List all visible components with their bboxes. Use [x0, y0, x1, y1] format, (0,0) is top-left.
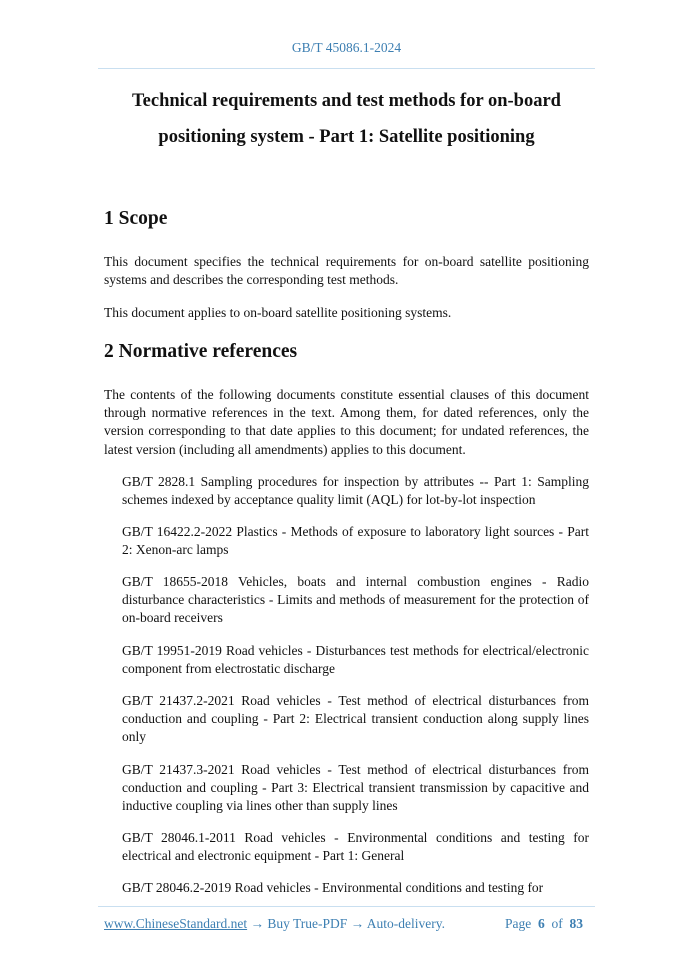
- arrow-icon: →: [350, 916, 365, 931]
- scope-paragraph: This document applies to on-board satellite positioning systems.: [104, 305, 452, 320]
- reference-item: GB/T 18655-2018 Vehicles, boats and internal combustion engines - Radio disturbance characteristics - Limits and methods of measurement for the protection of on-board receivers: [122, 574, 589, 626]
- reference-item: GB/T 16422.2-2022 Plastics - Methods of exposure to laboratory light sources - Part 2: Xenon-arc lamps: [122, 524, 589, 558]
- footer-divider: [98, 906, 595, 907]
- page-label: Page: [505, 916, 532, 931]
- reference-item: GB/T 19951-2019 Road vehicles - Disturbances test methods for electrical/electronic component from electrostatic discharge: [122, 643, 589, 677]
- document-title-line-2: positioning system - Part 1: Satellite positioning: [158, 127, 535, 147]
- buy-true-pdf-text: Buy True-PDF: [267, 916, 348, 931]
- document-id-header: GB/T 45086.1-2024: [291, 40, 402, 55]
- of-label: of: [551, 916, 563, 931]
- reference-item: GB/T 2828.1 Sampling procedures for inspection by attributes -- Part 1: Sampling schemes indexed by acceptance quality limit (AQL) for lot-by-lot inspection: [122, 474, 589, 508]
- page-indicator: [505, 916, 583, 932]
- scope-paragraph: This document specifies the technical requirements for on-board satellite positioning systems and describes the corresponding test methods.: [104, 254, 589, 288]
- reference-item: GB/T 28046.1-2011 Road vehicles - Environmental conditions and testing for electrical and electronic equipment - Part 1: General: [122, 830, 589, 864]
- chinese-standard-link[interactable]: www.ChineseStandard.net: [104, 916, 248, 931]
- footer-promo: [104, 916, 445, 932]
- current-page: 6: [538, 916, 545, 931]
- reference-item: GB/T 28046.2-2019 Road vehicles - Environmental conditions and testing for: [122, 880, 544, 895]
- reference-item: GB/T 21437.3-2021 Road vehicles - Test method of electrical disturbances from conduction and coupling - Part 3: Electrical transient transmission by capacitive and inductive coupling via lines other than supply lines: [122, 762, 589, 814]
- header-divider: [98, 68, 595, 69]
- auto-delivery-text: Auto-delivery.: [366, 916, 446, 931]
- normative-references-paragraph: The contents of the following documents constitute essential clauses of this document through normative references in the text. Among them, for dated references, only the version corresponding to that date applies to this document; for undated references, the latest version (including all amendments) applies to this document.: [104, 387, 589, 457]
- reference-item: GB/T 21437.2-2021 Road vehicles - Test method of electrical disturbances from conduction and coupling - Part 2: Electrical transient conduction along supply lines only: [122, 693, 589, 745]
- section-heading-scope: 1 Scope: [104, 208, 168, 229]
- total-pages: 83: [569, 916, 583, 931]
- document-title-line-1: Technical requirements and test methods for on-board: [132, 91, 561, 111]
- section-heading-normative-references: 2 Normative references: [104, 341, 298, 362]
- arrow-icon: →: [250, 916, 264, 931]
